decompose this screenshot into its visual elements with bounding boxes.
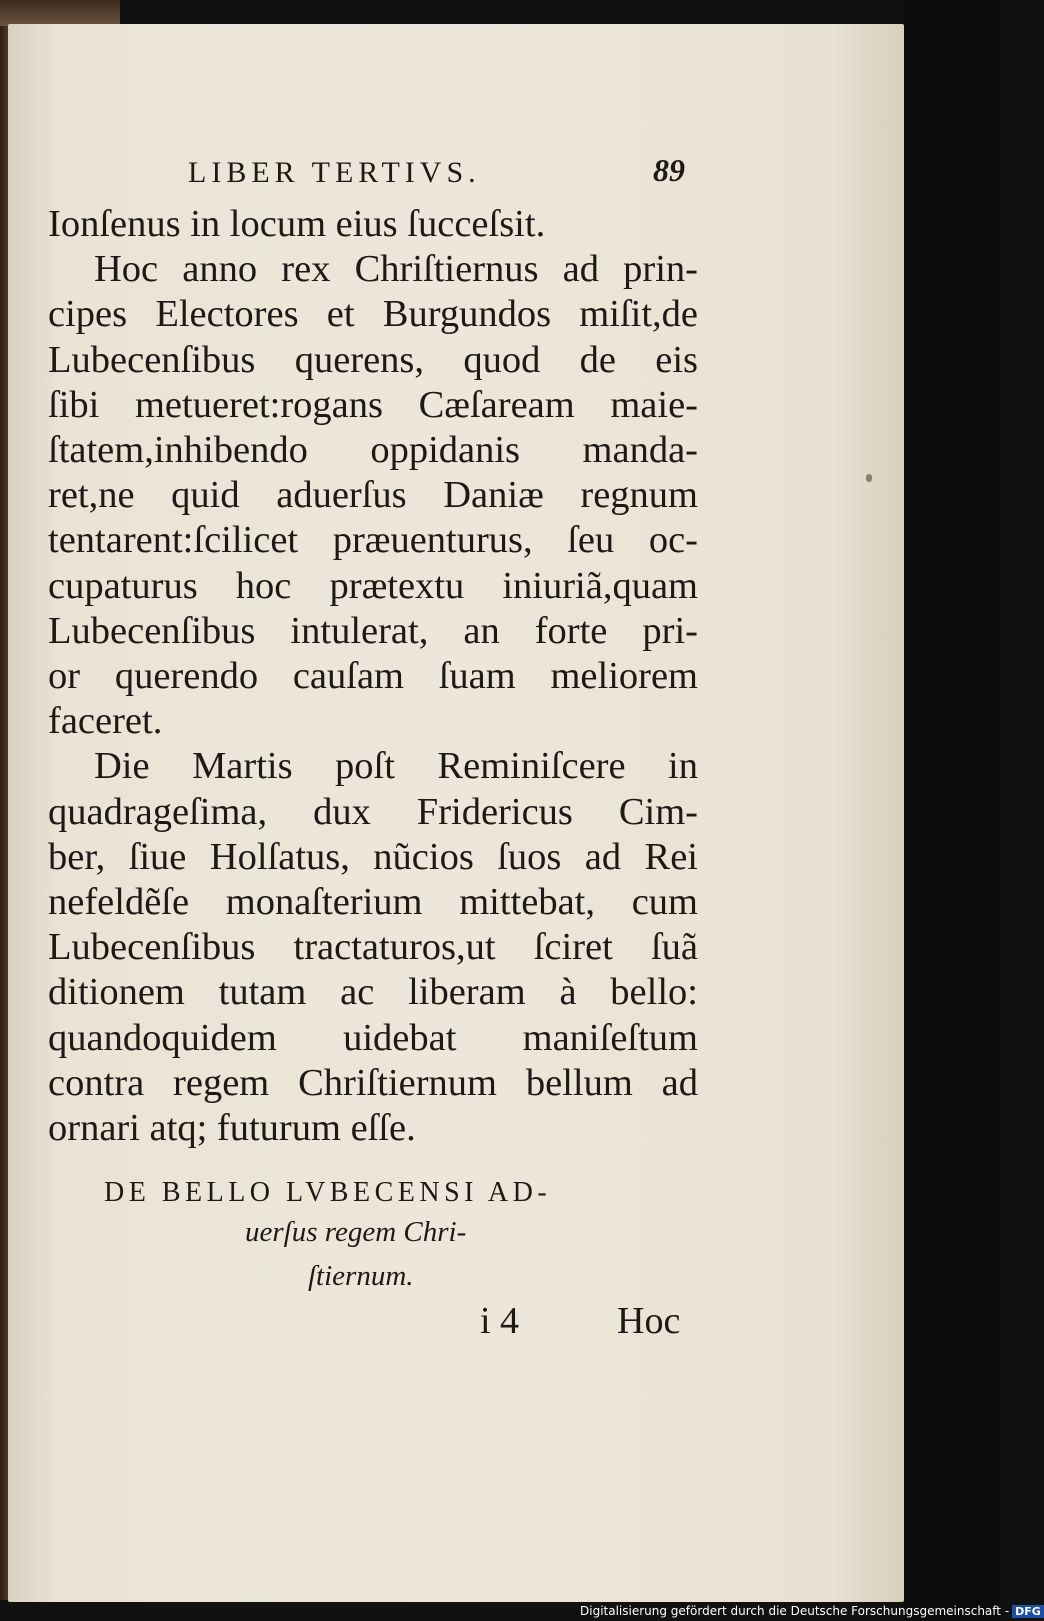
text-line: Hoc anno rex Chriſtiernus ad prin-: [94, 248, 698, 291]
text-line: faceret.: [48, 700, 163, 743]
text-line: Die Martis poſt Reminiſcere in: [94, 745, 698, 788]
dfg-logo: DFG: [1012, 1605, 1044, 1618]
catchword: Hoc: [617, 1300, 681, 1342]
section-heading-line-2: uerſus regem Chri-: [245, 1216, 467, 1248]
text-line: quadrageſima, dux Fridericus Cim-: [48, 790, 698, 833]
digitization-credit: [580, 1604, 1044, 1618]
section-heading: DE BELLO LVBECENSI AD-: [104, 1177, 552, 1208]
text-line: nefeldẽſe monaſterium mittebat, cum: [48, 881, 698, 924]
text-line: Lubecenſibus tractaturos,ut ſciret ſuã: [48, 926, 698, 969]
binding-edge: [0, 0, 120, 26]
text-line: Lubecenſibus querens, quod de eis: [48, 338, 698, 381]
text-line: or querendo cauſam ſuam meliorem: [48, 655, 698, 698]
running-title: LIBER TERTIVS.: [188, 156, 481, 189]
text-line: ber, ſiue Holſatus, nũcios ſuos ad Rei: [48, 835, 698, 878]
text-line: ornari atq; futurum eſſe.: [48, 1107, 416, 1150]
text-line: Lubecenſibus intulerat, an forte pri-: [48, 609, 698, 652]
text-line: ret,ne quid aduerſus Daniæ regnum: [48, 474, 698, 517]
scan-background: [904, 0, 1000, 1621]
book-page: [8, 24, 904, 1602]
text-line: Ionſenus in locum eius ſucceſsit.: [48, 203, 546, 245]
text-line: ſtatem,inhibendo oppidanis manda-: [48, 429, 698, 472]
text-line: ditionem tutam ac liberam à bello:: [48, 971, 698, 1014]
body-text: [48, 202, 698, 1151]
text-line: cupaturus hoc prætextu iniuriã,quam: [48, 564, 698, 607]
text-line: quandoquidem uidebat maniſeſtum: [48, 1016, 698, 1059]
text-line: contra regem Chriſtiernum bellum ad: [48, 1061, 698, 1104]
section-heading-line-3: ſtiernum.: [308, 1260, 414, 1292]
page-number: 89: [653, 152, 685, 188]
text-line: tentarent:ſcilicet præuenturus, ſeu oc-: [48, 519, 698, 562]
credit-text: Digitalisierung gefördert durch die Deutsche Forschungsgemeinschaft -: [580, 1604, 1010, 1618]
text-line: cipes Electores et Burgundos miſit,de: [48, 293, 698, 336]
text-line: ſibi metueret:rogans Cæſaream maie-: [48, 383, 698, 426]
paper-stain: [866, 474, 872, 482]
signature-mark: i 4: [480, 1300, 520, 1342]
